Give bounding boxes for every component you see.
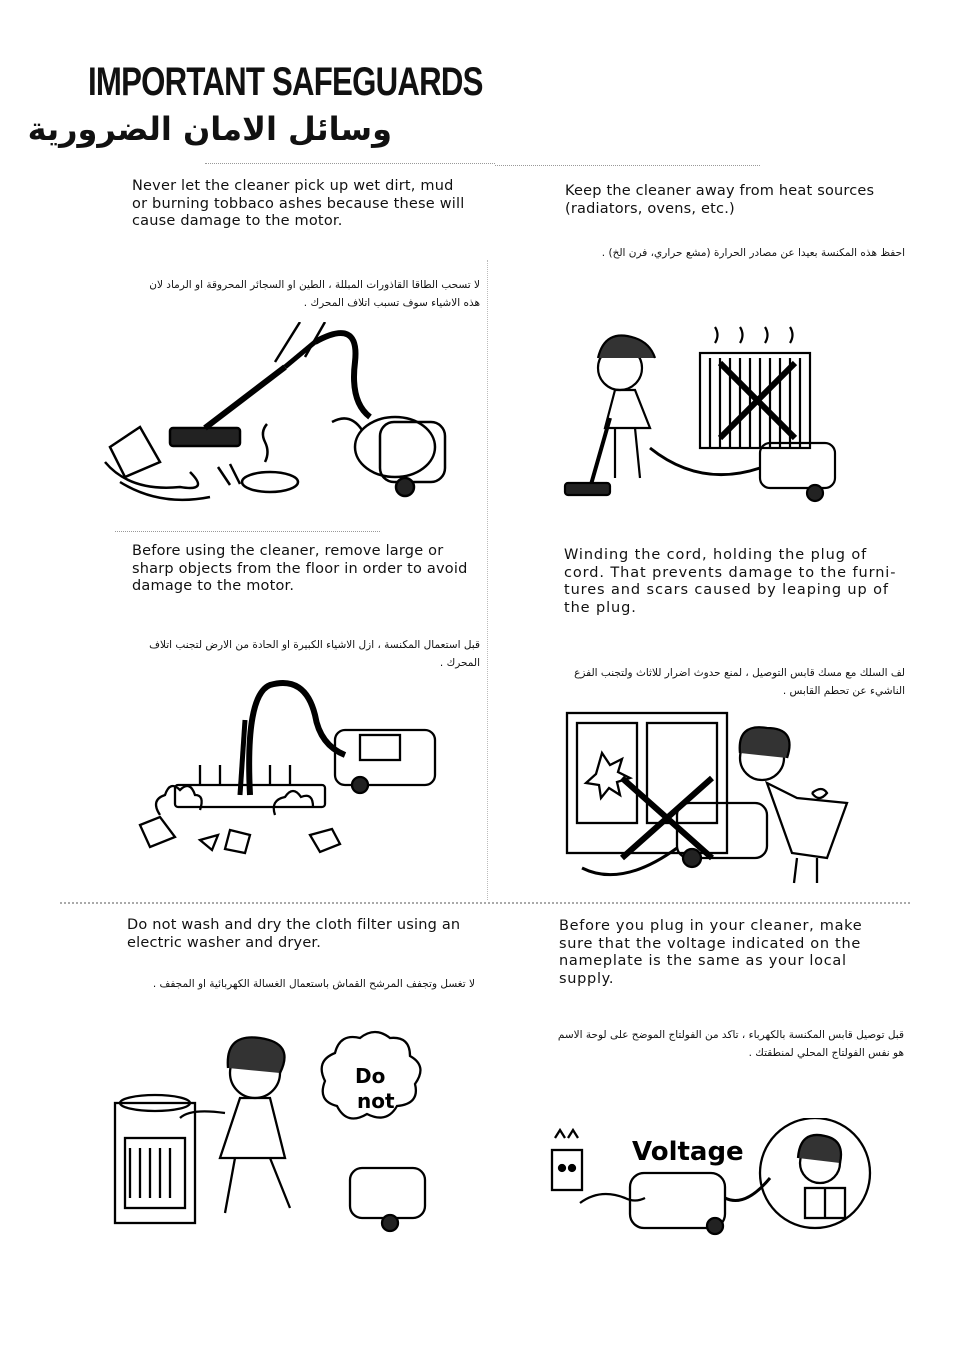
safeguard-2-arabic: احفظ هذه المكنسة بعيدا عن مصادر الحرارة (مشع حراري، فرن الخ) .: [601, 247, 905, 259]
safeguard-2-text: Keep the cleaner away from heat sources (radiators, ovens, etc.): [565, 183, 875, 217]
safeguard-3-arabic: قبل استعمال المكنسة ، ازل الاشياء الكبيرة او الحادة من الارض لتجنب اتلاف المحرك .: [149, 639, 480, 669]
safeguard-1-text: Never let the cleaner pick up wet dirt, mud or burning tobbaco ashes because these will cause damage to the motor.: [132, 178, 465, 229]
illustration-voltage: [540, 1118, 885, 1243]
page-title-arabic: وسائل الامان الضرورية: [27, 110, 392, 148]
page-title: IMPORTANT SAFEGUARDS: [88, 60, 483, 104]
separator-bottom: [60, 902, 910, 904]
safeguard-4-arabic: لف السلك مع مسك قابس التوصيل ، لمنع حدوث اضرار للاثاث ولتجنب الفزع الناشيء عن تحطم القابس .: [574, 667, 905, 697]
column-divider: [487, 260, 488, 900]
voltage-label: Voltage: [632, 1137, 744, 1167]
safeguard-1-arabic: لا تسحب الطاقا القاذورات المبللة ، الطين او السجائر المحروقة او الرماد لان هذه الاشياء سوف تسبب اتلاف المحرك .: [149, 279, 480, 309]
separator-top-right: [495, 165, 760, 166]
illustration-washer-dryer: [110, 1028, 440, 1233]
safeguard-4-text: Winding the cord, holding the plug of cord. That prevents damage to the furni-tures and scars caused by leaping up of the plug.: [564, 547, 897, 616]
safeguard-5-text: Do not wash and dry the cloth filter using an electric washer and dryer.: [127, 917, 461, 951]
illustration-cord-winding: [562, 708, 862, 888]
illustration-sharp-objects: [120, 675, 450, 875]
separator-top-left: [205, 163, 495, 164]
separator-mid-left: [115, 531, 380, 532]
illustration-wet-dirt: [100, 322, 480, 522]
do-not-label-line2: not: [357, 1089, 395, 1113]
do-not-label-line1: Do: [355, 1064, 386, 1088]
safeguard-3-text: Before using the cleaner, remove large or sharp objects from the floor in order to avoid damage to the motor.: [132, 543, 468, 594]
illustration-heat-source: [560, 318, 860, 518]
safeguard-5-arabic: لا تغسل وتجفف المرشح القماش باستعمال الغسالة الكهربائية او المجفف .: [152, 978, 475, 990]
safeguard-6-text: Before you plug in your cleaner, make sure that the voltage indicated on the nameplate is the same as your local supply.: [559, 918, 863, 987]
safeguard-6-arabic: قبل توصيل قابس المكنسة بالكهرباء ، تاكد من الفولتاج الموضح على لوحة الاسم هو نفس الفولتاج المحلي لمنطقتك .: [557, 1029, 904, 1059]
